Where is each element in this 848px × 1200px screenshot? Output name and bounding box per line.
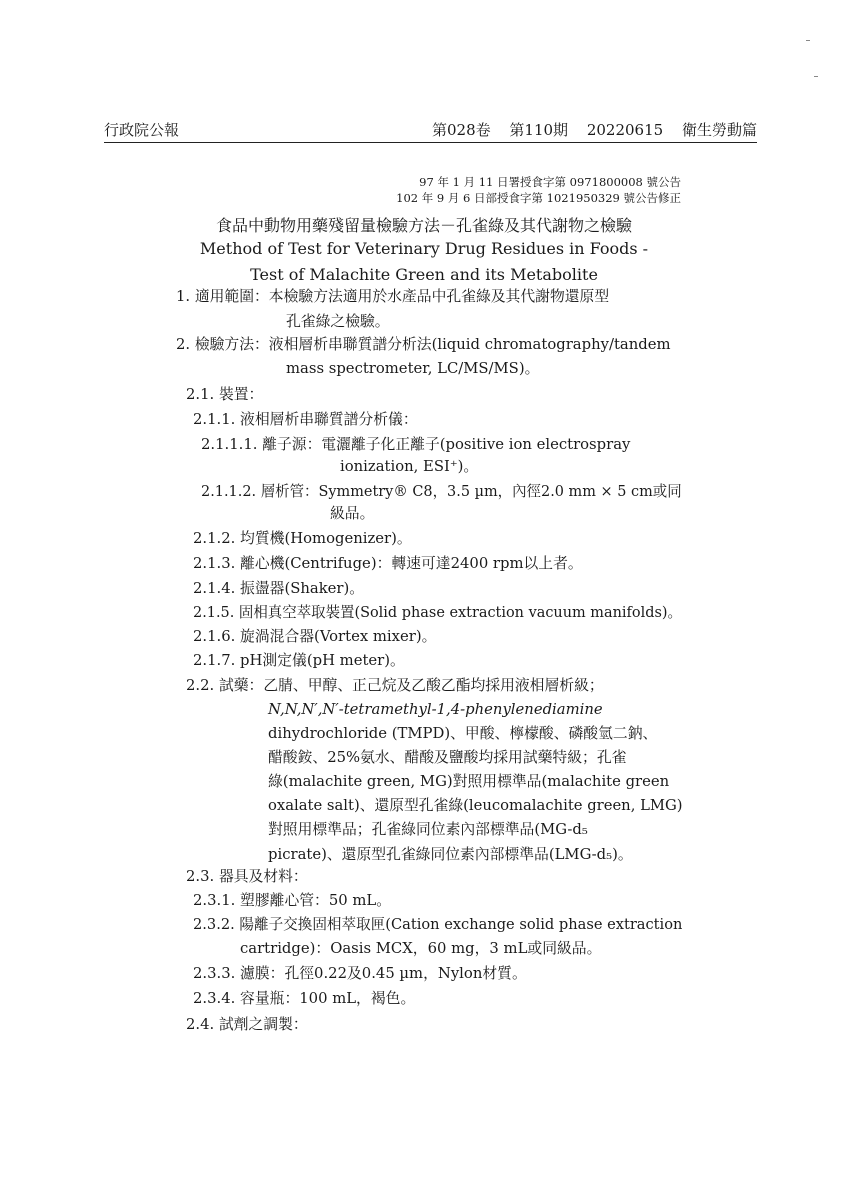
item-line: 2.1.1.1. 離子源：電灑離子化正離子(positive ion electrospray	[201, 436, 631, 453]
item-line: 級品。	[330, 505, 375, 522]
document-title-en-1: Method of Test for Veterinary Drug Residues in Foods -	[199, 239, 649, 258]
running-header	[104, 118, 757, 143]
item-line: 2.1.1. 液相層析串聯質譜分析儀：	[193, 411, 418, 428]
item-line: 2.1.1.2. 層析管：Symmetry® C8，3.5 µm，內徑2.0 mm × 5 cm或同	[201, 483, 682, 500]
item-line: cartridge)：Oasis MCX，60 mg，3 mL或同級品。	[240, 940, 602, 957]
reagent-line: N,N,N′,N′-tetramethyl-1,4-phenylenediamine	[268, 701, 603, 718]
item-line: 2.1.7. pH測定儀(pH meter)。	[193, 652, 405, 669]
issue-label: 第110期	[509, 121, 569, 139]
notice-line: 102 年 9 月 6 日部授食字第 1021950329 號公告修正	[396, 191, 681, 205]
gazette-name: 行政院公報	[104, 121, 180, 139]
reagent-line: picrate)、還原型孔雀綠同位素內部標準品(LMG-d₅)。	[268, 846, 633, 863]
reagent-line: 對照用標準品；孔雀綠同位素內部標準品(MG-d₅	[268, 821, 588, 838]
section-1-line: 孔雀綠之檢驗。	[286, 313, 390, 330]
section-2-line: 2. 檢驗方法：液相層析串聯質譜分析法(liquid chromatography/tandem	[176, 336, 671, 353]
item-line: 2.3.1. 塑膠離心管：50 mL。	[193, 892, 392, 909]
section-2-line: mass spectrometer, LC/MS/MS)。	[286, 360, 540, 377]
document-title-zh: 食品中動物用藥殘留量檢驗方法－孔雀綠及其代謝物之檢驗	[215, 216, 632, 235]
item-line: ionization, ESI⁺)。	[340, 458, 479, 475]
item-line: 2.1.5. 固相真空萃取裝置(Solid phase extraction vacuum manifolds)。	[193, 604, 682, 621]
reagent-line: 綠(malachite green, MG)對照用標準品(malachite green	[268, 773, 670, 790]
item-line: 2.3.3. 濾膜：孔徑0.22及0.45 µm，Nylon材質。	[193, 965, 527, 982]
reagent-line: 醋酸銨、25%氨水、醋酸及鹽酸均採用試藥特級；孔雀	[268, 749, 627, 766]
item-line: 2.3.2. 陽離子交換固相萃取匣(Cation exchange solid phase extraction	[193, 916, 683, 933]
subsection-heading: 2.2. 試藥：乙腈、甲醇、正己烷及乙酸乙酯均採用液相層析級；	[186, 677, 604, 694]
item-line: 2.1.4. 振盪器(Shaker)。	[193, 580, 365, 597]
subsection-heading: 2.3. 器具及材料：	[186, 868, 308, 885]
date-label: 20220615	[586, 121, 664, 139]
section-label: 衛生勞動篇	[681, 121, 757, 139]
item-line: 2.1.3. 離心機(Centrifuge)：轉速可達2400 rpm以上者。	[193, 555, 583, 572]
item-line: 2.3.4. 容量瓶：100 mL，褐色。	[193, 990, 416, 1007]
subsection-heading: 2.4. 試劑之調製：	[186, 1016, 308, 1033]
notice-line: 97 年 1 月 11 日署授食字第 0971800008 號公告	[419, 175, 681, 189]
issue-info	[418, 118, 757, 142]
document-title-en-2: Test of Malachite Green and its Metabolite	[250, 265, 598, 284]
item-line: 2.1.6. 旋渦混合器(Vortex mixer)。	[193, 628, 437, 645]
reagent-line: dihydrochloride (TMPD)、甲酸、檸檬酸、磷酸氫二鈉、	[268, 725, 658, 742]
subsection-heading: 2.1. 裝置：	[186, 386, 264, 403]
scan-mark	[814, 76, 818, 77]
volume-label: 第028卷	[432, 121, 491, 139]
scan-mark	[806, 40, 810, 41]
section-1-line: 1. 適用範圍：本檢驗方法適用於水產品中孔雀綠及其代謝物還原型	[176, 288, 610, 305]
item-line: 2.1.2. 均質機(Homogenizer)。	[193, 530, 412, 547]
reagent-line: oxalate salt)、還原型孔雀綠(leucomalachite green, LMG)	[268, 797, 683, 814]
